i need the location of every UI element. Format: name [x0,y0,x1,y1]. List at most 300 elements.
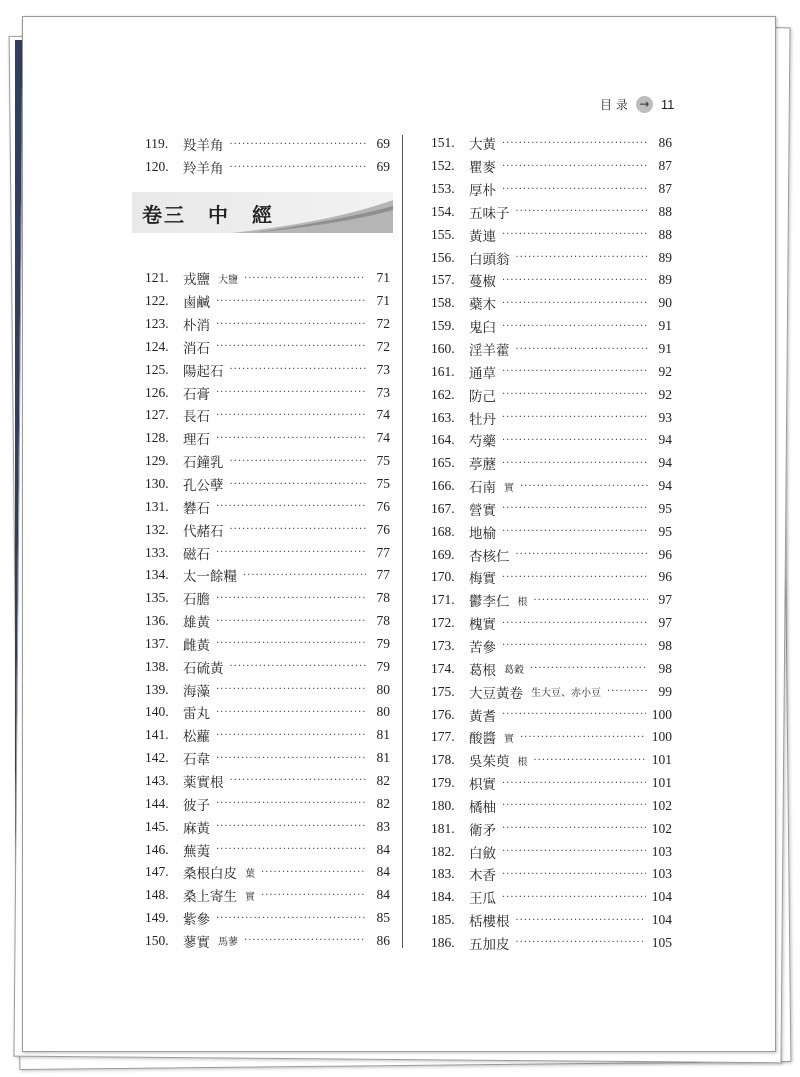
entry-note: 葉 [245,868,255,880]
entry-note: 大鹽 [218,274,238,286]
entry-number: 180. [431,797,455,813]
toc-entry[interactable] [431,246,672,269]
entry-number: 166. [431,478,455,494]
entry-name: 通草 [469,365,496,382]
entry-page: 103 [651,866,672,882]
entry-number: 152. [431,158,455,174]
entry-name: 葛根 [469,662,496,679]
entry-page: 78 [376,590,390,606]
entry-page: 77 [376,544,390,560]
entry-number: 151. [431,135,455,151]
toc-entry[interactable] [145,427,390,450]
toc-entry[interactable] [145,358,390,381]
running-header [600,96,674,113]
toc-entry[interactable] [145,564,390,587]
dot-leader [244,273,366,284]
toc-entry[interactable] [145,518,390,541]
entry-page: 102 [651,797,672,813]
entry-page: 78 [376,613,390,629]
entry-page: 71 [376,293,390,309]
toc-entry[interactable] [145,678,390,701]
dot-leader [216,798,366,809]
entry-name: 理石 [183,432,210,449]
dot-leader [502,709,646,720]
toc-entry[interactable] [145,610,390,633]
entry-name: 蓼實 [183,934,210,951]
entry-name: 木香 [469,868,496,885]
entry-name: 厚朴 [469,183,496,200]
entry-note: 實 [504,733,514,745]
entry-page: 89 [658,272,672,288]
entry-note: 根 [517,756,528,768]
entry-number: 127. [145,407,169,423]
entry-name: 五味子 [469,205,510,222]
toc-entry[interactable] [431,360,672,383]
entry-page: 72 [376,338,390,354]
entry-page: 100 [651,706,672,722]
toc-entry[interactable] [431,680,672,703]
dot-leader [516,549,649,560]
toc-entry[interactable] [431,749,672,772]
entry-number: 129. [145,453,169,469]
entry-note: 生大豆、赤小豆 [531,688,601,700]
entry-number: 160. [431,341,455,357]
toc-entry[interactable] [431,429,672,452]
column-divider [402,135,403,948]
entry-page: 86 [658,135,672,151]
toc-entry[interactable] [145,336,390,359]
dot-leader [502,823,646,834]
entry-note: 實 [245,891,255,903]
entry-page: 76 [376,498,390,514]
entry-name: 吳茱萸 [469,754,510,771]
entry-name: 鹵鹹 [183,295,210,312]
dot-leader [244,935,366,946]
section-heading [132,192,393,233]
dot-leader [516,344,649,355]
entry-page: 83 [376,818,390,834]
entry-page: 79 [376,658,390,674]
toc-entry[interactable] [431,223,672,246]
toc-entry[interactable] [431,406,672,429]
entry-name: 酸醬 [469,731,496,748]
entry-page: 80 [376,704,390,720]
entry-name: 大豆黃卷 [469,685,523,702]
toc-entry[interactable] [145,495,390,518]
toc-entry[interactable] [145,770,390,793]
entry-name: 瞿麥 [469,160,496,177]
dot-leader [516,206,649,217]
toc-entry[interactable] [431,178,672,201]
dot-leader [502,640,648,651]
entry-name: 淫羊藿 [469,343,510,360]
dot-leader [230,479,367,490]
entry-page: 105 [651,934,672,950]
entry-number: 145. [145,818,169,834]
dot-leader [216,410,366,421]
entry-name: 礬石 [183,500,210,517]
toc-entry[interactable] [145,450,390,473]
entry-number: 122. [145,293,169,309]
dot-leader [502,321,648,332]
entry-number: 167. [431,500,455,516]
toc-entry[interactable] [431,612,672,635]
entry-name: 麻黃 [183,820,210,837]
toc-entry[interactable] [431,909,672,932]
entry-number: 120. [145,159,169,175]
entry-name: 桑上寄生 [183,889,237,906]
toc-entry[interactable] [145,541,390,564]
entry-name: 白斂 [469,845,496,862]
dot-leader [502,800,646,811]
dot-leader [502,161,648,172]
toc-entry[interactable] [431,886,672,909]
entry-page: 84 [376,841,390,857]
entry-number: 132. [145,521,169,537]
entry-name: 鬼臼 [469,320,496,337]
entry-page: 74 [376,430,390,446]
dot-leader [502,412,648,423]
entry-page: 94 [658,478,672,494]
dot-leader [216,753,366,764]
entry-number: 157. [431,272,455,288]
toc-entry[interactable] [431,155,672,178]
entry-number: 123. [145,316,169,332]
dot-leader [502,435,648,446]
entry-name: 石膽 [183,592,210,609]
entry-number: 177. [431,729,455,745]
entry-name: 石韋 [183,752,210,769]
entry-name: 地榆 [469,525,496,542]
toc-entry[interactable] [145,838,390,861]
entry-page: 85 [376,910,390,926]
entry-number: 156. [431,249,455,265]
dot-leader [261,890,366,901]
toc-entry[interactable] [145,633,390,656]
dot-leader [534,595,649,606]
entry-note: 葛穀 [504,665,524,677]
toc-entry[interactable] [145,929,390,952]
page-number: 11 [660,97,675,112]
dot-leader [607,686,648,697]
entry-name: 鬱李仁 [469,594,510,611]
entry-number: 161. [431,363,455,379]
dot-leader [534,755,646,766]
entry-page: 74 [376,407,390,423]
toc-left-column [145,267,390,952]
entry-number: 178. [431,752,455,768]
dot-leader [502,138,648,149]
toc-entry[interactable] [431,817,672,840]
dot-leader [230,364,367,375]
entry-note: 實 [504,482,514,494]
entry-number: 182. [431,843,455,859]
toc-entry[interactable] [145,747,390,770]
entry-name: 五加皮 [469,936,510,953]
toc-entry[interactable] [145,655,390,678]
entry-page: 90 [658,295,672,311]
entry-number: 176. [431,706,455,722]
toc-entry[interactable] [431,475,672,498]
dot-leader [216,821,366,832]
dot-leader [230,775,367,786]
entry-number: 134. [145,567,169,583]
entry-page: 88 [658,203,672,219]
entry-number: 165. [431,455,455,471]
entry-name: 桑根白皮 [183,866,237,883]
entry-name: 栝樓根 [469,914,510,931]
dot-leader [502,869,646,880]
entry-name: 戎鹽 [183,272,210,289]
dot-leader [243,570,366,581]
entry-number: 155. [431,226,455,242]
entry-name: 松蘿 [183,729,210,746]
entry-number: 153. [431,181,455,197]
entry-page: 101 [651,752,672,768]
entry-note: 根 [517,596,528,608]
toc-entry[interactable] [145,473,390,496]
toc-entry[interactable] [431,498,672,521]
entry-page: 96 [658,546,672,562]
toc-entry[interactable] [145,404,390,427]
entry-page: 75 [376,453,390,469]
entry-page: 87 [658,158,672,174]
entry-name: 代赭石 [183,523,224,540]
entry-page: 77 [376,567,390,583]
entry-number: 154. [431,203,455,219]
toc-entry[interactable] [431,863,672,886]
dot-leader [502,526,648,537]
entry-name: 長石 [183,409,210,426]
toc-entry[interactable] [145,133,390,156]
entry-page: 89 [658,249,672,265]
entry-number: 175. [431,683,455,699]
entry-number: 150. [145,932,169,948]
toc-entry[interactable] [431,132,672,155]
entry-number: 163. [431,409,455,425]
entry-page: 93 [658,409,672,425]
entry-name: 牡丹 [469,411,496,428]
entry-page: 84 [376,864,390,880]
entry-page: 82 [376,795,390,811]
entry-name: 羚羊角 [183,161,224,178]
entry-number: 142. [145,750,169,766]
entry-page: 97 [658,592,672,608]
toc-entry[interactable] [145,587,390,610]
entry-number: 186. [431,934,455,950]
entry-page: 84 [376,887,390,903]
entry-number: 168. [431,523,455,539]
entry-name: 大黃 [469,137,496,154]
entry-number: 125. [145,361,169,377]
entry-name: 石鐘乳 [183,455,224,472]
dot-leader [230,524,367,535]
entry-name: 蔓椒 [469,274,496,291]
entry-number: 149. [145,910,169,926]
entry-name: 衛矛 [469,822,496,839]
entry-number: 159. [431,318,455,334]
entry-number: 126. [145,384,169,400]
entry-number: 169. [431,546,455,562]
toc-entry[interactable] [145,156,390,179]
entry-name: 蘗木 [469,297,496,314]
toc-entry[interactable] [145,313,390,336]
entry-name: 太一餘糧 [183,569,237,586]
entry-page: 96 [658,569,672,585]
entry-name: 王瓜 [469,891,496,908]
toc-entry[interactable] [431,292,672,315]
toc-entry[interactable] [145,815,390,838]
entry-page: 82 [376,772,390,788]
entry-number: 144. [145,795,169,811]
entry-name: 營實 [469,502,496,519]
entry-name: 葶藶 [469,457,496,474]
entry-number: 170. [431,569,455,585]
toc-entry[interactable] [431,589,672,612]
entry-name: 薬實根 [183,774,224,791]
entry-page: 92 [658,363,672,379]
entry-name: 陽起石 [183,363,224,380]
entry-number: 179. [431,775,455,791]
entry-number: 143. [145,772,169,788]
entry-number: 174. [431,660,455,676]
dot-leader [502,503,648,514]
entry-name: 槐實 [469,617,496,634]
dot-leader [502,778,646,789]
toc-entry[interactable] [145,724,390,747]
entry-number: 173. [431,637,455,653]
dot-leader [216,593,366,604]
entry-name: 消石 [183,340,210,357]
toc-entry[interactable] [145,884,390,907]
toc-entry[interactable] [431,315,672,338]
entry-name: 雄黃 [183,615,210,632]
toc-entry[interactable] [431,452,672,475]
entry-name: 孔公孽 [183,478,224,495]
toc-entry[interactable] [431,772,672,795]
dot-leader [216,319,366,330]
toc-entry[interactable] [145,267,390,290]
entry-name: 磁石 [183,546,210,563]
dot-leader [502,892,646,903]
toc-entry[interactable] [431,566,672,589]
section-label: 目 录 [600,98,628,112]
entry-page: 95 [658,523,672,539]
toc-entry[interactable] [431,932,672,955]
dot-leader [230,456,367,467]
toc-entry[interactable] [145,792,390,815]
toc-entry[interactable] [431,269,672,292]
dot-leader [216,844,366,855]
dot-leader [216,296,366,307]
entry-number: 131. [145,498,169,514]
toc-entry[interactable] [431,840,672,863]
toc-entry[interactable] [431,338,672,361]
dot-leader [502,846,646,857]
entry-name: 苦參 [469,639,496,656]
entry-page: 81 [376,727,390,743]
dot-leader [502,389,648,400]
toc-entry[interactable] [145,701,390,724]
toc-entry[interactable] [145,861,390,884]
entry-number: 133. [145,544,169,560]
entry-name: 橘柚 [469,799,496,816]
dot-leader [230,139,367,150]
arrow-right-icon: → [636,96,653,113]
dot-leader [502,298,648,309]
entry-name: 黃連 [469,228,496,245]
entry-name: 石南 [469,480,496,497]
dot-leader [216,913,366,924]
entry-number: 139. [145,681,169,697]
entry-number: 184. [431,889,455,905]
entry-name: 海藻 [183,683,210,700]
entry-number: 147. [145,864,169,880]
entry-name: 雌黃 [183,637,210,654]
entry-name: 黃耆 [469,708,496,725]
dot-leader [502,572,648,583]
toc-entry[interactable] [431,543,672,566]
entry-page: 73 [376,384,390,400]
entry-name: 杏核仁 [469,548,510,565]
entry-page: 97 [658,615,672,631]
dot-leader [216,433,366,444]
entry-number: 140. [145,704,169,720]
entry-page: 88 [658,226,672,242]
dot-leader [261,867,366,878]
dot-leader [502,366,648,377]
entry-number: 162. [431,386,455,402]
entry-page: 79 [376,635,390,651]
toc-entry[interactable] [431,201,672,224]
entry-number: 124. [145,338,169,354]
dot-leader [230,162,367,173]
toc-entry[interactable] [145,290,390,313]
entry-number: 136. [145,613,169,629]
dot-leader [516,252,649,263]
entry-page: 98 [658,637,672,653]
toc-entry[interactable] [431,383,672,406]
entry-number: 119. [145,136,169,152]
entry-name: 羖羊角 [183,138,224,155]
entry-page: 94 [658,455,672,471]
toc-left-top [145,133,390,179]
toc-entry[interactable] [431,794,672,817]
dot-leader [216,730,366,741]
entry-page: 104 [651,912,672,928]
entry-page: 73 [376,361,390,377]
toc-entry[interactable] [145,381,390,404]
dot-leader [216,501,366,512]
entry-name: 枳實 [469,777,496,794]
section-title: 卷三 中 經 [142,203,274,227]
toc-entry[interactable] [145,907,390,930]
entry-name: 石膏 [183,386,210,403]
toc-entry[interactable] [431,657,672,680]
entry-page: 99 [658,683,672,699]
entry-number: 121. [145,270,169,286]
dot-leader [516,915,646,926]
toc-entry[interactable] [431,520,672,543]
toc-entry[interactable] [431,726,672,749]
toc-entry[interactable] [431,703,672,726]
entry-name: 蕪荑 [183,843,210,860]
entry-page: 98 [658,660,672,676]
entry-page: 72 [376,316,390,332]
toc-entry[interactable] [431,635,672,658]
dot-leader [230,661,367,672]
entry-number: 183. [431,866,455,882]
